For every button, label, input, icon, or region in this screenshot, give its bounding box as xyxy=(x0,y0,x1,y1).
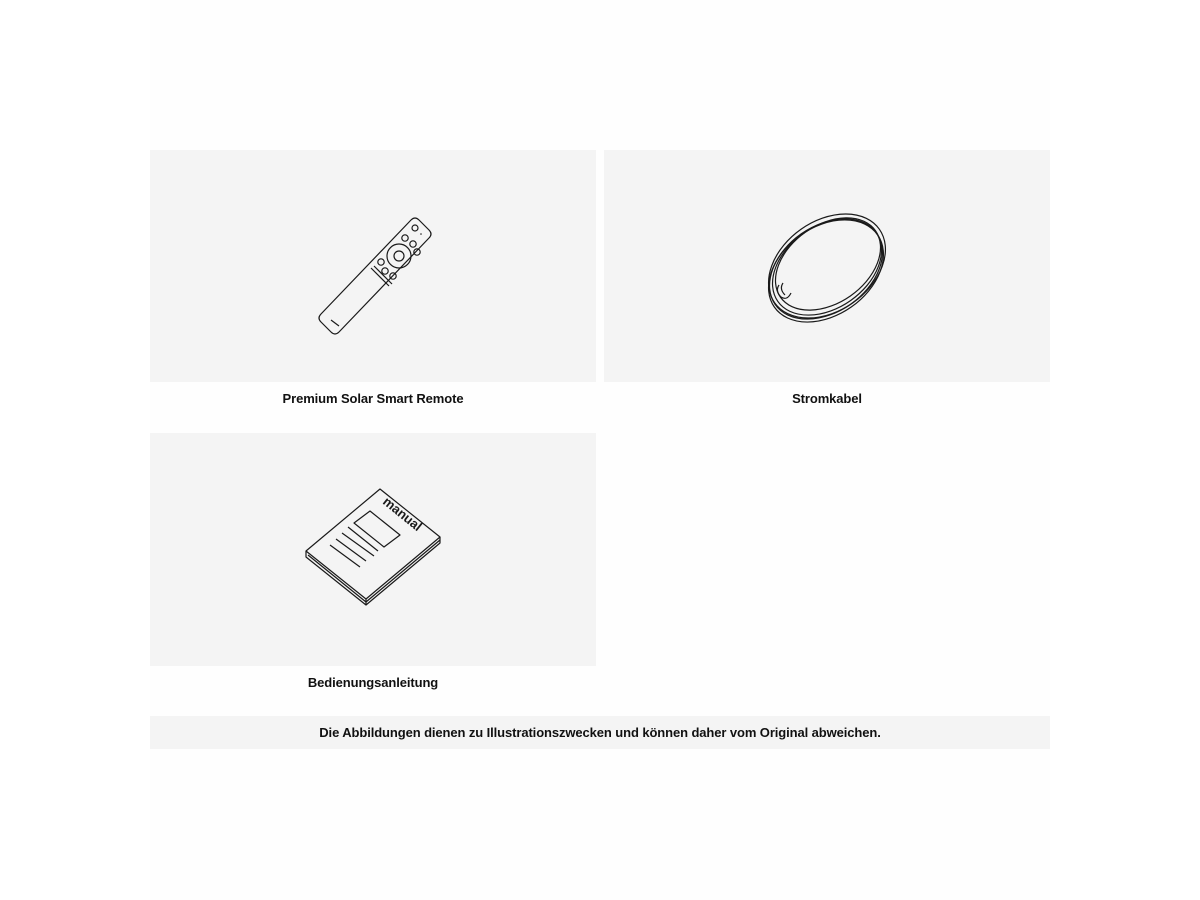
accessories-section xyxy=(150,0,1050,900)
accessory-label-power-cable: Stromkabel xyxy=(792,391,862,406)
power-cable-icon xyxy=(757,201,897,331)
accessory-image-power-cable xyxy=(604,150,1050,382)
accessory-card-remote xyxy=(150,150,596,406)
disclaimer-note: Die Abbildungen dienen zu Illustrationszwecken und können daher vom Original abweichen. xyxy=(150,716,1050,749)
manual-cover-text: manual xyxy=(380,493,425,534)
accessory-image-manual xyxy=(150,433,596,666)
accessory-label-manual: Bedienungsanleitung xyxy=(307,675,439,690)
accessory-image-remote xyxy=(150,150,596,382)
manual-book-icon xyxy=(298,485,448,615)
accessory-card-power-cable xyxy=(604,150,1050,406)
accessory-label-remote: Premium Solar Smart Remote xyxy=(282,391,464,406)
remote-control-icon xyxy=(303,196,443,336)
accessory-card-manual xyxy=(150,433,596,690)
